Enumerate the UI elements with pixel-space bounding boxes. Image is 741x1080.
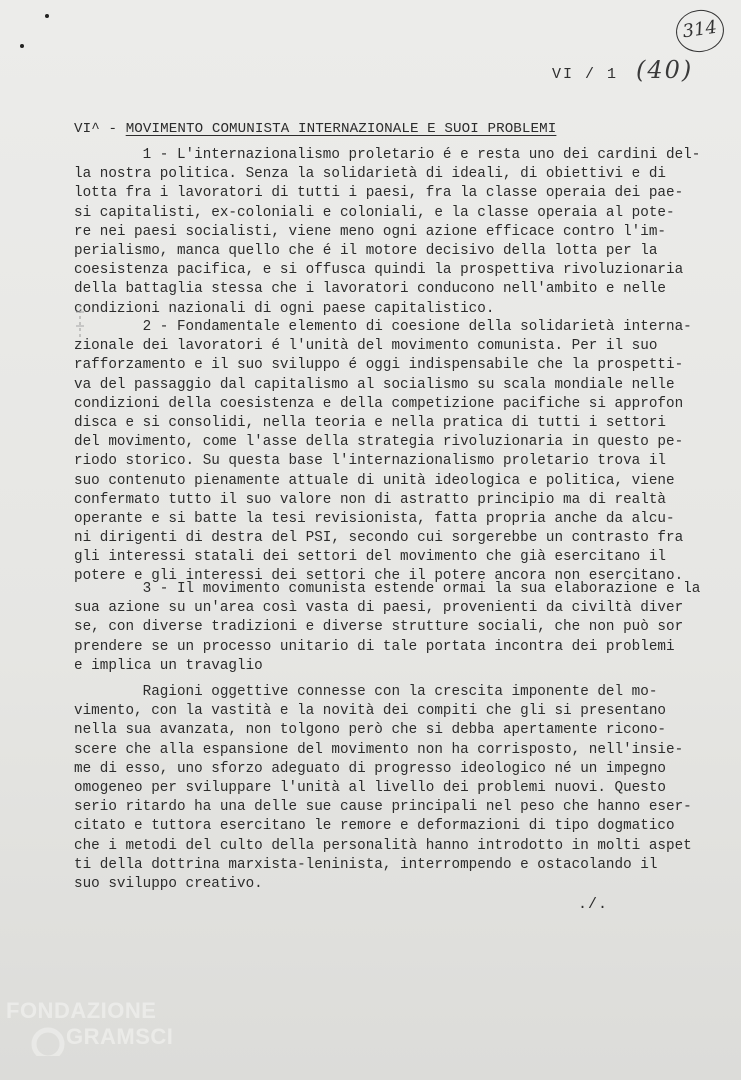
text-line: che i metodi del culto della personalità hanno introdotto in molti aspet	[74, 837, 692, 854]
text-line: ti della dottrina marxista-leninista, interrompendo e ostacolando il	[74, 856, 658, 873]
text-line: del movimento, come l'asse della strategia rivoluzionaria in questo pe-	[74, 434, 684, 451]
text-line: me di esso, uno sforzo adeguato di progresso ideologico né un impegno	[74, 760, 666, 777]
text-line: condizioni nazionali di ogni paese capitalistico.	[74, 300, 495, 317]
text-line: della battaglia stessa che i lavoratori conducono nell'ambito e nelle	[74, 281, 666, 298]
paragraph-1	[74, 146, 714, 319]
paragraph-4	[74, 683, 714, 894]
closing-mark: ./.	[578, 896, 609, 913]
heading-title: MOVIMENTO COMUNISTA INTERNAZIONALE E SUOI PROBLEMI	[125, 121, 557, 137]
text-line: si capitalisti, ex-coloniali e coloniali, e la classe operaia al pote-	[74, 204, 675, 221]
text-line: serio ritardo ha una delle sue cause principali nel peso che hanno eser-	[74, 799, 692, 816]
text-line: 2 - Fondamentale elemento di coesione della solidarietà interna-	[74, 319, 692, 335]
text-line: confermato tutto il suo valore non di astratto principio ma di realtà	[74, 491, 666, 508]
paragraph-3	[74, 580, 714, 676]
text-line: lotta fra i lavoratori di tutti i paesi, fra la classe operaia dei pae-	[74, 185, 684, 202]
text-line: va del passaggio dal capitalismo al socialismo su scala mondiale nelle	[74, 376, 675, 393]
text-line: potere e gli interessi dei settori che il potere ancora non esercitano.	[74, 568, 684, 585]
text-line: 1 - L'internazionalismo proletario é e resta uno dei cardini del-	[74, 147, 701, 163]
text-line: ni dirigenti di destra del PSI, secondo cui sorgerebbe un contrasto fra	[74, 530, 684, 547]
text-line: citato e tuttora esercitano le remore e deformazioni di tipo dogmatico	[74, 818, 675, 835]
text-line: rafforzamento e il suo sviluppo é oggi indispensabile che la prospetti-	[74, 357, 684, 374]
text-line: prendere se un processo unitario di tale portata incontra dei problemi	[74, 638, 675, 655]
text-line: perialismo, manca quello che é il motore decisivo della lotta per la	[74, 242, 658, 259]
archive-number-stamp	[673, 7, 726, 55]
paragraph-2	[74, 318, 714, 587]
watermark-line-1: FONDAZIONE	[6, 998, 157, 1023]
section-heading	[74, 121, 556, 137]
text-line: riodo storico. Su questa base l'internazionalismo proletario trova il	[74, 453, 666, 470]
watermark-line-2: GRAMSCI	[66, 1024, 174, 1049]
text-line: 3 - Il movimento comunista estende ormai la sua elaborazione e la	[74, 581, 701, 597]
text-line: suo sviluppo creativo.	[74, 875, 263, 892]
text-line: nella sua avanzata, non tolgono però che si debba apertamente ricono-	[74, 722, 666, 739]
text-line: operante e si batte la tesi revisionista, fatta propria anche da alcu-	[74, 510, 675, 527]
page-reference: VI / 1	[552, 66, 619, 83]
punch-mark	[45, 14, 49, 18]
text-line: suo contenuto pienamente attuale di unità ideologica e politica, viene	[74, 472, 675, 489]
handwritten-page-number: (40)	[636, 56, 694, 84]
heading-prefix: VI^ -	[74, 121, 126, 137]
text-line: sua azione su un'area così vasta di paesi, provenienti da civiltà diver	[74, 600, 684, 617]
text-line: Ragioni oggettive connesse con la crescita imponente del mo-	[74, 684, 658, 700]
text-line: se, con diverse tradizioni e diverse strutture sociali, che non può sor	[74, 619, 684, 636]
text-line: scere che alla espansione del movimento non ha corrisposto, nell'insie-	[74, 741, 684, 758]
archive-number: 314	[681, 16, 719, 43]
fondazione-gramsci-watermark	[4, 996, 184, 1056]
text-line: gli interessi statali dei settori del movimento che già esercitano il	[74, 549, 666, 566]
text-line: disca e si consolidi, nella teoria e nella pratica di tutti i settori	[74, 414, 666, 431]
text-line: condizioni della coesistenza e della competizione pacifiche si approfon	[74, 395, 684, 412]
text-line: zionale dei lavoratori é l'unità del movimento comunista. Per il suo	[74, 338, 658, 355]
text-line: omogeneo per sviluppare l'unità al livello dei problemi nuovi. Questo	[74, 779, 666, 796]
text-line: la nostra politica. Senza la solidarietà di ideali, di obiettivi e di	[74, 166, 666, 183]
text-line: re nei paesi socialisti, viene meno ogni azione efficace contro l'im-	[74, 223, 666, 240]
text-line: vimento, con la vastità e la novità dei compiti che gli si presentano	[74, 703, 666, 720]
punch-mark	[20, 44, 24, 48]
text-line: e implica un travaglio	[74, 657, 263, 674]
text-line: coesistenza pacifica, e si offusca quindi la prospettiva rivoluzionaria	[74, 262, 684, 279]
